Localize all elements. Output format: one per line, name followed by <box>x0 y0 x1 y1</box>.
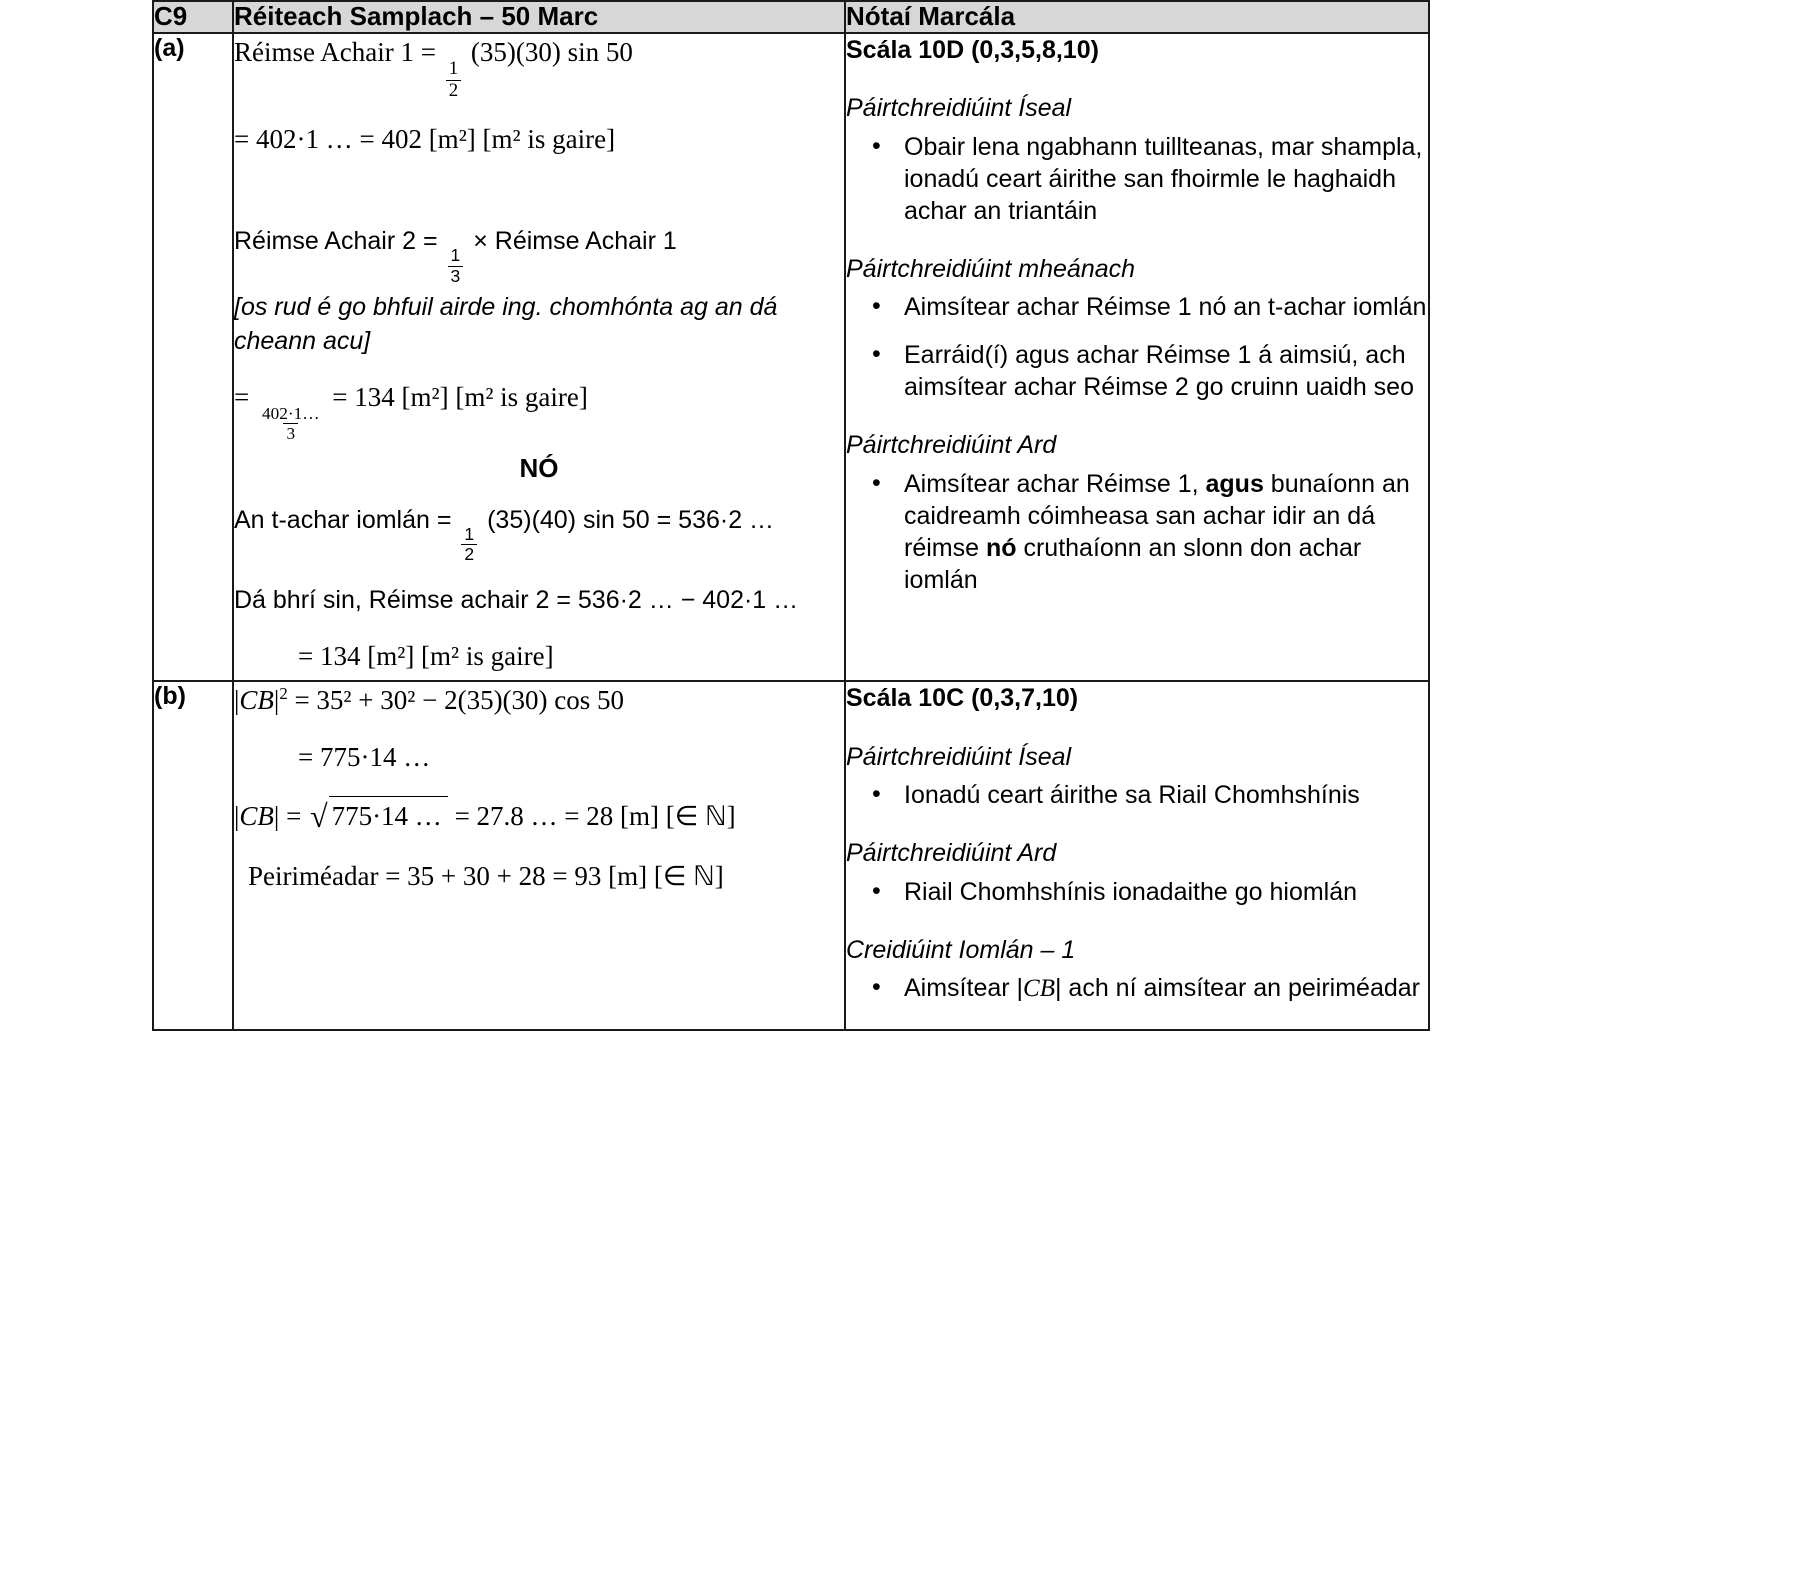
credit-block-high-a <box>846 429 1428 596</box>
alternative-method-divider: NÓ <box>519 453 559 484</box>
credit-block-mid-a <box>846 253 1428 404</box>
equals-sign: = <box>286 801 302 832</box>
area1-suffix: (35)(30) sin 50 <box>470 36 633 67</box>
credit-heading: Páirtchreidiúint Íseal <box>846 94 1072 123</box>
header-question-code: C9 <box>153 1 233 33</box>
solution-line-cb-value <box>234 795 844 838</box>
bullet-part-1: Aimsítear achar Réimse 1, <box>904 469 1206 498</box>
solution-line-area2 <box>234 225 844 285</box>
header-notes-column: Nótaí Marcála <box>845 1 1429 33</box>
list-item: • Obair lena ngabhann tuillteanas, mar shampla, ionadú ceart áirithe san fhoirmle le haghaidh achar an triantáin <box>846 131 1428 227</box>
table-row-b <box>153 681 1429 1030</box>
marking-scheme-table <box>152 0 1430 1031</box>
area2-result-prefix: = <box>234 381 250 412</box>
credit-bullet-list <box>846 779 1428 811</box>
credit-bullet-list <box>846 468 1428 596</box>
list-item: • Ionadú ceart áirithe sa Riail Chomhshínis <box>846 779 1428 811</box>
solution-line-area1 <box>234 34 844 101</box>
area2-suffix: × Réimse Achair 1 <box>473 227 677 256</box>
spacer <box>234 725 844 739</box>
solution-cell-b <box>233 681 845 1030</box>
credit-block-low-a <box>846 92 1428 227</box>
spacer <box>234 107 844 121</box>
solution-note-bracket: [os rud é go bhfuil airde ing. chomhónta ag an dá cheann acu] <box>234 293 778 355</box>
area2-prefix: Réimse Achair 2 = <box>234 227 438 256</box>
bullet-emphasis-no: nó <box>985 533 1017 562</box>
radicand-value: 775·14 … <box>329 796 448 834</box>
bullet-part-2: bunaíonn an caidreamh cóimheasa san achar idir an dá réimse <box>904 469 1410 562</box>
scale-label-a: Scála 10D (0,3,5,8,10) <box>846 35 1099 64</box>
credit-bullet-list <box>846 876 1428 908</box>
credit-heading: Páirtchreidiúint Ard <box>846 839 1057 868</box>
notes-cell-b <box>845 681 1429 1030</box>
segment-cb-label: CB <box>239 801 274 832</box>
credit-heading: Páirtchreidiúint mheánach <box>846 254 1136 283</box>
fraction-one-half-alt <box>461 523 477 565</box>
credit-block-high-b <box>846 837 1428 908</box>
credit-block-low-b <box>846 741 1428 812</box>
fraction-area-over-three <box>259 405 323 443</box>
list-item: • Riail Chomhshínis ionadaithe go hiomlán <box>846 876 1428 908</box>
solution-line-cosine-rule <box>234 682 844 718</box>
fraction-denominator: 3 <box>283 423 298 442</box>
solution-cell-a <box>233 33 845 681</box>
table-header-row <box>153 1 1429 33</box>
fraction-numerator: 1 <box>464 523 475 544</box>
bullet-part-3: cruthaíonn an slonn don achar iomlán <box>904 533 1362 594</box>
credit-heading: Páirtchreidiúint Íseal <box>846 742 1072 771</box>
solution-line-final-a: = 134 [m²] [m² is gaire] <box>298 640 554 671</box>
bullet-post-text: ach ní aimsítear an peiriméadar <box>1061 974 1420 1003</box>
fraction-denominator: 3 <box>448 266 464 286</box>
area1-prefix: Réimse Achair 1 = <box>234 36 436 67</box>
solution-line-area2-result <box>234 379 844 443</box>
fraction-numerator: 1 <box>450 245 461 266</box>
fraction-denominator: 2 <box>446 80 461 101</box>
segment-cb-label: CB <box>1023 975 1055 1003</box>
radical-sign-icon: √ <box>310 798 328 834</box>
row-label-b: (b) <box>153 681 233 1030</box>
fraction-denominator: 2 <box>461 544 477 564</box>
credit-bullet-list <box>846 972 1428 1005</box>
credit-heading: Creidiúint Iomlán – 1 <box>846 935 1076 964</box>
scale-label-b: Scála 10C (0,3,7,10) <box>846 684 1079 713</box>
credit-bullet-list <box>846 131 1428 227</box>
spacer <box>234 163 844 225</box>
abs-bar-close: | <box>1054 974 1062 1003</box>
total-area-suffix: (35)(40) sin 50 = 536·2 … <box>487 505 775 534</box>
row-label-a: (a) <box>153 33 233 681</box>
solution-line-cb-squared-value: = 775·14 … <box>298 741 431 772</box>
credit-bullet-list <box>846 291 1428 403</box>
solution-line-total-area <box>234 504 844 564</box>
credit-heading: Páirtchreidiúint Ard <box>846 431 1057 460</box>
abs-bar-open: | <box>1016 974 1024 1003</box>
table-row-a <box>153 33 1429 681</box>
fraction-one-third <box>448 247 464 285</box>
spacer <box>234 844 844 858</box>
spacer <box>234 365 844 379</box>
abs-bar-open: | <box>234 801 240 832</box>
bullet-pre-text: Aimsítear <box>904 974 1017 1003</box>
list-item <box>846 468 1428 596</box>
spacer <box>234 624 844 638</box>
credit-block-full-b <box>846 934 1428 1006</box>
abs-bar-close: | <box>273 801 280 832</box>
list-item: • Aimsítear achar Réimse 1 nó an t-achar iomlán <box>846 291 1428 323</box>
abs-bar-close: | <box>273 685 280 716</box>
fraction-one-half <box>446 57 461 101</box>
fraction-numerator: 1 <box>448 57 459 79</box>
fraction-numerator: 402·1… <box>261 403 320 423</box>
spacer <box>234 781 844 795</box>
abs-bar-open: | <box>234 685 240 716</box>
header-solution-column: Réiteach Samplach – 50 Marc <box>233 1 845 33</box>
list-item: • Earráid(í) agus achar Réimse 1 á aimsiú, ach aimsítear achar Réimse 2 go cruinn uaidh seo <box>846 339 1428 403</box>
notes-cell-a <box>845 33 1429 681</box>
area2-result-suffix: = 134 [m²] [m² is gaire] <box>332 381 588 412</box>
spacer <box>234 570 844 584</box>
total-area-prefix: An t-achar iomlán = <box>234 505 452 534</box>
solution-line-area1-result: = 402·1 … = 402 [m²] [m² is gaire] <box>234 123 616 154</box>
cb-value-rest: = 27.8 … = 28 [m] [∈ ℕ] <box>454 801 736 832</box>
solution-line-therefore: Dá bhrí sin, Réimse achair 2 = 536·2 … − 402·1 … <box>234 585 799 614</box>
segment-cb-label: CB <box>239 685 274 716</box>
bullet-emphasis-agus: agus <box>1205 469 1264 498</box>
solution-line-perimeter: Peiriméadar = 35 + 30 + 28 = 93 [m] [∈ ℕ] <box>248 860 724 891</box>
square-root-expression <box>308 795 448 838</box>
list-item <box>846 972 1428 1005</box>
exponent-two: 2 <box>279 684 288 704</box>
cosine-rule-rest: = 35² + 30² − 2(35)(30) cos 50 <box>294 685 625 716</box>
